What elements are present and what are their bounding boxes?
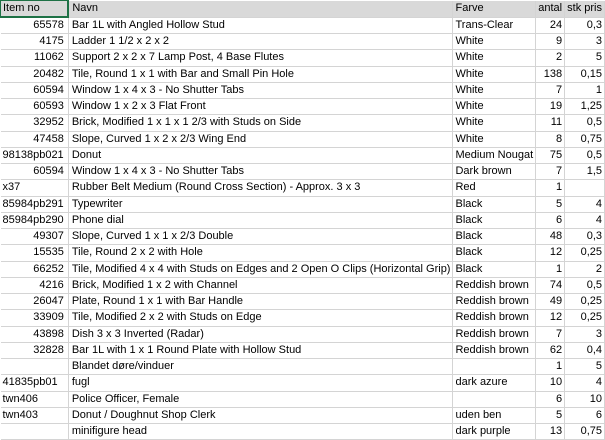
cell-farve[interactable]: White	[453, 99, 536, 115]
cell-item-no[interactable]	[1, 359, 69, 375]
cell-antal[interactable]: 1	[536, 180, 565, 196]
cell-stk-pris[interactable]: 0,5	[565, 115, 605, 131]
cell-antal[interactable]: 1	[536, 261, 565, 277]
cell-item-no[interactable]: 85984pb291	[1, 196, 69, 212]
cell-antal[interactable]: 13	[536, 424, 565, 440]
table-row	[1, 294, 605, 310]
cell-navn[interactable]: fugl	[68, 375, 453, 391]
cell-stk-pris[interactable]: 6	[565, 407, 605, 423]
cell-item-no[interactable]: 49307	[1, 229, 69, 245]
cell-antal[interactable]: 6	[536, 212, 565, 228]
cell-stk-pris[interactable]: 0,4	[565, 342, 605, 358]
cell-farve[interactable]: Black	[453, 245, 536, 261]
cell-farve[interactable]: White	[453, 131, 536, 147]
cell-antal[interactable]: 9	[536, 34, 565, 50]
table-row	[1, 229, 605, 245]
cell-stk-pris[interactable]: 5	[565, 359, 605, 375]
cell-farve[interactable]	[453, 391, 536, 407]
cell-antal[interactable]: 12	[536, 245, 565, 261]
cell-antal[interactable]: 74	[536, 277, 565, 293]
cell-farve[interactable]: White	[453, 34, 536, 50]
cell-stk-pris[interactable]: 3	[565, 34, 605, 50]
cell-navn[interactable]: Police Officer, Female	[68, 391, 453, 407]
cell-stk-pris[interactable]: 0,25	[565, 310, 605, 326]
cell-navn[interactable]: Donut	[68, 147, 453, 163]
cell-stk-pris[interactable]: 1,5	[565, 164, 605, 180]
cell-item-no[interactable]: 15535	[1, 245, 69, 261]
table-row	[1, 261, 605, 277]
table-row	[1, 310, 605, 326]
cell-farve[interactable]: Medium Nougat	[453, 147, 536, 163]
table-row	[1, 212, 605, 228]
cell-item-no[interactable]: 33909	[1, 310, 69, 326]
cell-stk-pris[interactable]: 0,25	[565, 294, 605, 310]
cell-stk-pris[interactable]: 0,25	[565, 245, 605, 261]
cell-stk-pris[interactable]: 0,3	[565, 229, 605, 245]
cell-antal[interactable]: 5	[536, 407, 565, 423]
header-cell-item-no[interactable]: Item no	[1, 1, 69, 18]
cell-stk-pris[interactable]: 3	[565, 326, 605, 342]
cell-item-no[interactable]: 26047	[1, 294, 69, 310]
cell-antal[interactable]: 7	[536, 82, 565, 98]
cell-antal[interactable]: 138	[536, 66, 565, 82]
cell-item-no[interactable]: 60593	[1, 99, 69, 115]
table-row	[1, 359, 605, 375]
table-row	[1, 424, 605, 440]
header-cell-stk-pris[interactable]: stk pris	[565, 1, 605, 18]
cell-navn[interactable]: Brick, Modified 1 x 2 with Channel	[68, 277, 453, 293]
cell-farve[interactable]: White	[453, 66, 536, 82]
cell-antal[interactable]: 62	[536, 342, 565, 358]
cell-stk-pris[interactable]: 10	[565, 391, 605, 407]
cell-farve[interactable]	[453, 359, 536, 375]
cell-item-no[interactable]: 4216	[1, 277, 69, 293]
cell-navn[interactable]: Bar 1L with Angled Hollow Stud	[68, 17, 453, 34]
cell-stk-pris[interactable]: 0,3	[565, 17, 605, 34]
cell-navn[interactable]: Plate, Round 1 x 1 with Bar Handle	[68, 294, 453, 310]
cell-navn[interactable]: Bar 1L with 1 x 1 Round Plate with Hollow Stud	[68, 342, 453, 358]
table-row	[1, 277, 605, 293]
cell-farve[interactable]: Black	[453, 212, 536, 228]
cell-farve[interactable]: Reddish brown	[453, 294, 536, 310]
cell-stk-pris[interactable]: 0,5	[565, 277, 605, 293]
cell-item-no[interactable]: 98138pb021	[1, 147, 69, 163]
cell-navn[interactable]: Slope, Curved 1 x 2 x 2/3 Wing End	[68, 131, 453, 147]
header-cell-navn[interactable]: Navn	[68, 1, 453, 18]
cell-navn[interactable]: Donut / Doughnut Shop Clerk	[68, 407, 453, 423]
cell-antal[interactable]: 2	[536, 50, 565, 66]
cell-antal[interactable]: 49	[536, 294, 565, 310]
cell-farve[interactable]: Black	[453, 196, 536, 212]
cell-antal[interactable]: 48	[536, 229, 565, 245]
cell-stk-pris[interactable]: 0,5	[565, 147, 605, 163]
cell-antal[interactable]: 19	[536, 99, 565, 115]
cell-navn[interactable]: Window 1 x 4 x 3 - No Shutter Tabs	[68, 164, 453, 180]
cell-farve[interactable]: Black	[453, 229, 536, 245]
cell-navn[interactable]: Support 2 x 2 x 7 Lamp Post, 4 Base Flutes	[68, 50, 453, 66]
cell-navn[interactable]: Tile, Modified 2 x 2 with Studs on Edge	[68, 310, 453, 326]
table-row	[1, 342, 605, 358]
cell-stk-pris[interactable]: 4	[565, 375, 605, 391]
cell-navn[interactable]: Blandet døre/vinduer	[68, 359, 453, 375]
cell-item-no[interactable]: 47458	[1, 131, 69, 147]
table-row	[1, 391, 605, 407]
cell-farve[interactable]: Reddish brown	[453, 310, 536, 326]
cell-item-no[interactable]: 85984pb290	[1, 212, 69, 228]
cell-antal[interactable]: 7	[536, 326, 565, 342]
cell-farve[interactable]: dark azure	[453, 375, 536, 391]
cell-item-no[interactable]: 32828	[1, 342, 69, 358]
table-row	[1, 17, 605, 34]
cell-antal[interactable]: 12	[536, 310, 565, 326]
cell-antal[interactable]: 10	[536, 375, 565, 391]
table-row	[1, 115, 605, 131]
cell-farve[interactable]: White	[453, 82, 536, 98]
cell-navn[interactable]: Tile, Modified 4 x 4 with Studs on Edges and 2 Open O Clips (Horizontal Grip)	[68, 261, 453, 277]
cell-navn[interactable]: Window 1 x 4 x 3 - No Shutter Tabs	[68, 82, 453, 98]
table-row	[1, 99, 605, 115]
cell-item-no[interactable]: 60594	[1, 82, 69, 98]
header-cell-antal[interactable]: antal	[536, 1, 565, 18]
cell-antal[interactable]: 6	[536, 391, 565, 407]
header-cell-farve[interactable]: Farve	[453, 1, 536, 18]
cell-item-no[interactable]: 66252	[1, 261, 69, 277]
cell-navn[interactable]: Slope, Curved 1 x 1 x 2/3 Double	[68, 229, 453, 245]
cell-stk-pris[interactable]: 1,25	[565, 99, 605, 115]
cell-item-no[interactable]: 43898	[1, 326, 69, 342]
cell-antal[interactable]: 24	[536, 17, 565, 34]
cell-item-no[interactable]: 11062	[1, 50, 69, 66]
cell-navn[interactable]: minifigure head	[68, 424, 453, 440]
cell-antal[interactable]: 1	[536, 359, 565, 375]
cell-farve[interactable]: Black	[453, 261, 536, 277]
cell-antal[interactable]: 11	[536, 115, 565, 131]
cell-stk-pris[interactable]: 4	[565, 196, 605, 212]
cell-farve[interactable]: Trans-Clear	[453, 17, 536, 34]
table-row	[1, 245, 605, 261]
cell-item-no[interactable]: 20482	[1, 66, 69, 82]
cell-item-no[interactable]: 41835pb01	[1, 375, 69, 391]
cell-stk-pris[interactable]	[565, 180, 605, 196]
cell-item-no[interactable]: twn406	[1, 391, 69, 407]
cell-farve[interactable]: dark purple	[453, 424, 536, 440]
table-row	[1, 407, 605, 423]
cell-navn[interactable]: Window 1 x 2 x 3 Flat Front	[68, 99, 453, 115]
cell-farve[interactable]: Reddish brown	[453, 326, 536, 342]
cell-item-no[interactable]: 60594	[1, 164, 69, 180]
header-row	[1, 1, 605, 18]
cell-item-no[interactable]: twn403	[1, 407, 69, 423]
cell-navn[interactable]: Tile, Round 1 x 1 with Bar and Small Pin Hole	[68, 66, 453, 82]
cell-navn[interactable]: Brick, Modified 1 x 1 x 1 2/3 with Studs on Side	[68, 115, 453, 131]
cell-farve[interactable]: Red	[453, 180, 536, 196]
cell-stk-pris[interactable]: 0,75	[565, 131, 605, 147]
table-row	[1, 375, 605, 391]
cell-farve[interactable]: White	[453, 115, 536, 131]
cell-item-no[interactable]	[1, 424, 69, 440]
cell-navn[interactable]: Ladder 1 1/2 x 2 x 2	[68, 34, 453, 50]
cell-stk-pris[interactable]: 2	[565, 261, 605, 277]
cell-antal[interactable]: 5	[536, 196, 565, 212]
cell-antal[interactable]: 75	[536, 147, 565, 163]
cell-navn[interactable]: Typewriter	[68, 196, 453, 212]
cell-navn[interactable]: Phone dial	[68, 212, 453, 228]
cell-navn[interactable]: Tile, Round 2 x 2 with Hole	[68, 245, 453, 261]
cell-navn[interactable]: Dish 3 x 3 Inverted (Radar)	[68, 326, 453, 342]
cell-antal[interactable]: 7	[536, 164, 565, 180]
table-row	[1, 131, 605, 147]
cell-item-no[interactable]: 4175	[1, 34, 69, 50]
table-row	[1, 326, 605, 342]
cell-stk-pris[interactable]: 0,15	[565, 66, 605, 82]
table-row	[1, 164, 605, 180]
cell-stk-pris[interactable]: 5	[565, 50, 605, 66]
table-row	[1, 147, 605, 163]
cell-item-no[interactable]: 32952	[1, 115, 69, 131]
table-row	[1, 82, 605, 98]
cell-farve[interactable]: uden ben	[453, 407, 536, 423]
cell-stk-pris[interactable]: 1	[565, 82, 605, 98]
table-row	[1, 50, 605, 66]
cell-farve[interactable]: Reddish brown	[453, 277, 536, 293]
cell-farve[interactable]: Reddish brown	[453, 342, 536, 358]
table-row	[1, 34, 605, 50]
table-row	[1, 66, 605, 82]
cell-item-no[interactable]: 65578	[1, 17, 69, 34]
table-row	[1, 180, 605, 196]
cell-stk-pris[interactable]: 4	[565, 212, 605, 228]
cell-farve[interactable]: Dark brown	[453, 164, 536, 180]
cell-stk-pris[interactable]: 0,75	[565, 424, 605, 440]
cell-antal[interactable]: 8	[536, 131, 565, 147]
cell-navn[interactable]: Rubber Belt Medium (Round Cross Section) - Approx. 3 x 3	[68, 180, 453, 196]
cell-item-no[interactable]: x37	[1, 180, 69, 196]
cell-farve[interactable]: White	[453, 50, 536, 66]
table-row	[1, 196, 605, 212]
